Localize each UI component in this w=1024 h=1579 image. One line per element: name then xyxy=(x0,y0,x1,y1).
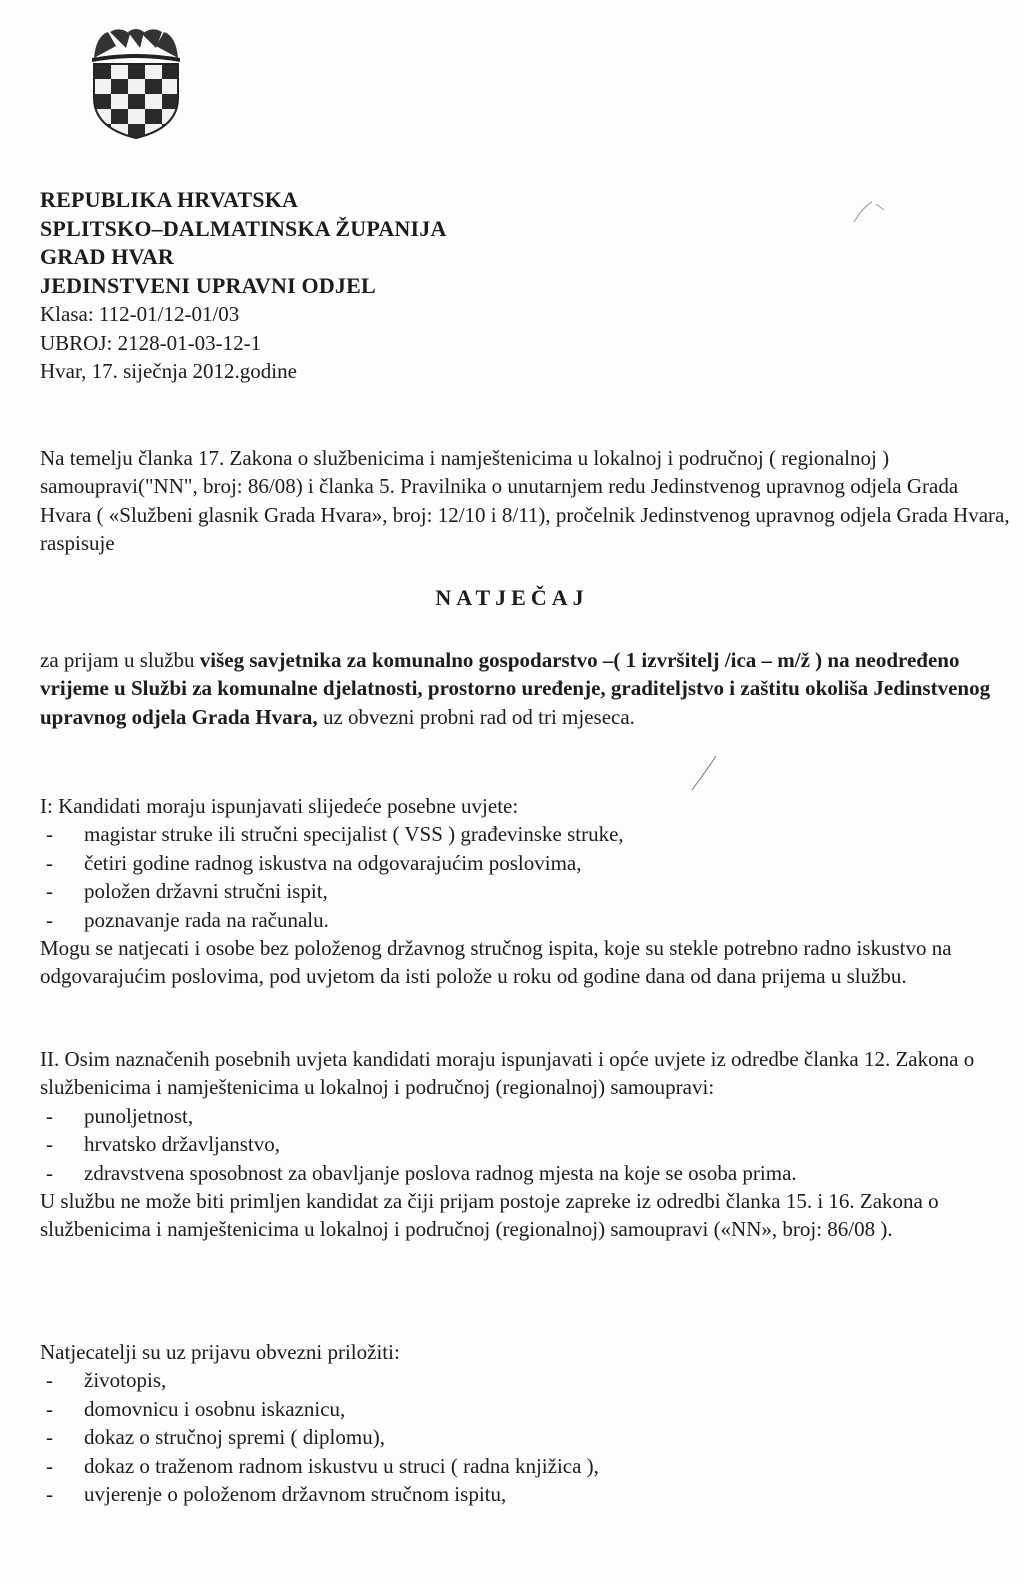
section1-list xyxy=(40,820,1012,934)
list-item: - četiri godine radnog iskustva na odgovarajućim poslovima, xyxy=(46,850,582,875)
section3-heading: Natjecatelji su uz prijavu obvezni priložiti: xyxy=(40,1340,400,1364)
intro-paragraph: Na temelju članka 17. Zakona o službenicima i namještenicima u lokalnoj i područnoj ( regionalnoj ) samoupravi("NN", broj: 86/08) i članka 5. Pravilnika o unutarnjem redu Jedinstvenog upravnog odjela Grada Hvara ( «Službeni glasnik Grada Hvara», broj: 12/10 i 8/11), pročelnik Jedinstvenog upravnog odjela Grada Hvara, raspisuje xyxy=(40,446,1010,556)
position-title: višeg savjetnika za komunalno gospodarstvo –( 1 izvršitelj /ica – m/ž ) na neodređeno vrijeme u Službi za komunalne djelatnosti, prostorno uređenje, graditeljstvo i zaštitu okoliša Jedinstvenog upravnog odjela Grada Hvara, xyxy=(40,648,991,729)
position-prefix: za prijam u službu xyxy=(40,648,200,672)
header-date: Hvar, 17. siječnja 2012.godine xyxy=(40,359,297,383)
section3-list xyxy=(40,1366,1012,1508)
pen-mark-icon xyxy=(690,752,720,792)
list-item: - poznavanje rada na računalu. xyxy=(46,907,329,932)
header-klasa: Klasa: 112-01/12-01/03 xyxy=(40,302,240,326)
list-item: - životopis, xyxy=(46,1368,167,1393)
document-title: NATJEČAJ xyxy=(435,585,589,610)
list-item: - položen državni stručni ispit, xyxy=(46,879,328,904)
list-item: - uvjerenje o položenom državnom stručnom ispitu, xyxy=(46,1482,507,1507)
section2-note: U službu ne može biti primljen kandidat za čiji prijam postoje zapreke iz odredbi članka 15. i 16. Zakona o službenicima i namještenicima u lokalnoj i područnoj (regionalnoj) samoupravi («NN», broj: 86/08 ). xyxy=(40,1189,939,1242)
section2-heading: II. Osim naznačenih posebnih uvjeta kandidati moraju ispunjavati i opće uvjete iz odredbe članka 12. Zakona o službenicima i namještenicima u lokalnoj i područnoj (regionalnoj) samoupravi: xyxy=(40,1047,975,1100)
list-item: - magistar struke ili stručni specijalist ( VSS ) građevinske struke, xyxy=(46,822,624,847)
section2-list xyxy=(40,1102,1012,1187)
header-department: JEDINSTVENI UPRAVNI ODJEL xyxy=(40,272,376,298)
header-urbroj: UBROJ: 2128-01-03-12-1 xyxy=(40,330,262,355)
position-suffix: uz obvezni probni rad od tri mjeseca. xyxy=(317,704,635,729)
list-item: - dokaz o stručnoj spremi ( diplomu), xyxy=(46,1425,385,1450)
document-header xyxy=(40,186,447,386)
list-item: - domovnicu i osobnu iskaznicu, xyxy=(46,1396,346,1421)
position-paragraph xyxy=(40,646,1012,731)
section-special-conditions xyxy=(40,792,1012,991)
list-item: - zdravstvena sposobnost za obavljanje poslova radnog mjesta na koje se osoba prima. xyxy=(46,1160,797,1185)
list-item: - hrvatsko državljanstvo, xyxy=(46,1132,280,1157)
section1-heading: I: Kandidati moraju ispunjavati slijedeće posebne uvjete: xyxy=(40,794,519,818)
section-general-conditions xyxy=(40,1045,1012,1244)
header-country: REPUBLIKA HRVATSKA xyxy=(40,187,299,212)
section1-note: Mogu se natjecati i osobe bez položenog državnog stručnog ispita, koje su stekle potrebno radno iskustvo na odgovarajućim poslovima, pod uvjetom da isti polože u roku od godine dana od dana prijema u službu. xyxy=(40,936,952,989)
croatian-coat-of-arms-icon xyxy=(86,28,186,140)
header-county: SPLITSKO–DALMATINSKA ŽUPANIJA xyxy=(40,215,447,241)
header-city: GRAD HVAR xyxy=(40,244,175,269)
list-item: - dokaz o traženom radnom iskustvu u struci ( radna knjižica ), xyxy=(46,1453,599,1478)
list-item: - punoljetnost, xyxy=(46,1103,194,1128)
section-attachments xyxy=(40,1338,1012,1508)
speck-mark-icon xyxy=(850,196,890,226)
